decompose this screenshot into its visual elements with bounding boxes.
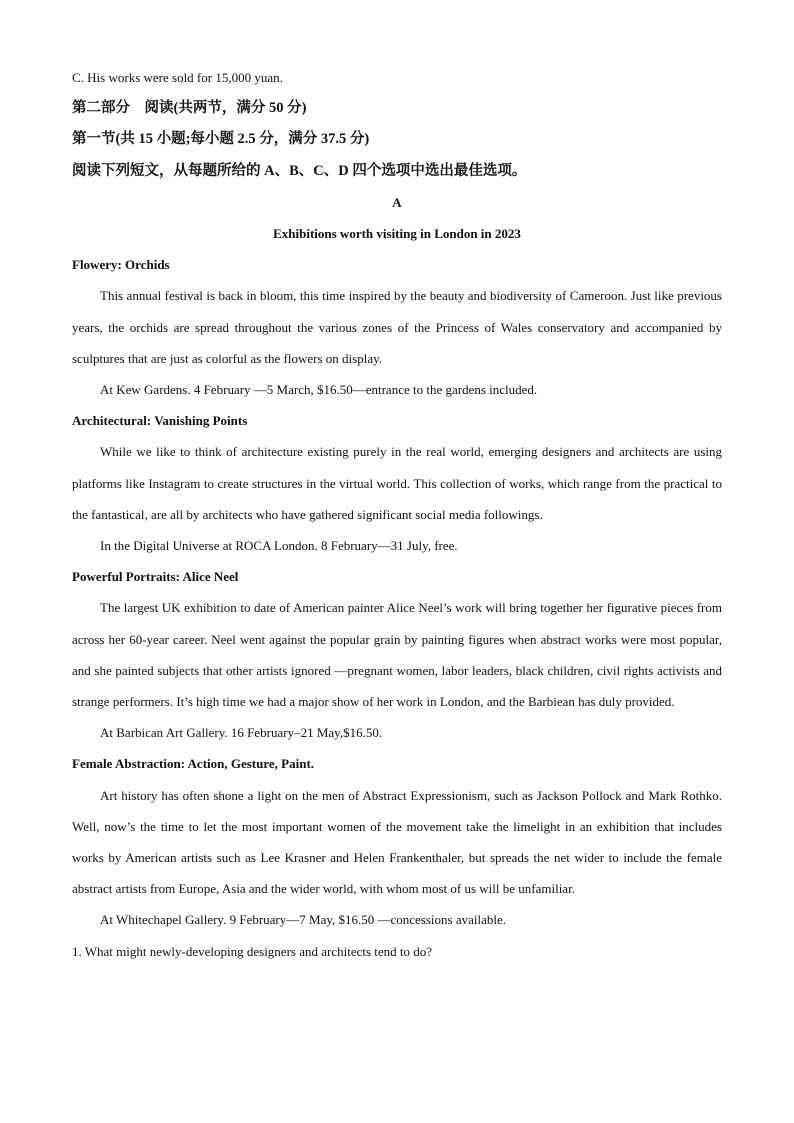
- section-details-female-abstraction: At Whitechapel Gallery. 9 February—7 May, $16.50 —concessions available.: [100, 912, 507, 928]
- section-paragraph-vanishing-points: While we like to think of architecture existing purely in the real world, emerging designers and architects are using platforms like Instagram to create structures in the virtual world. This collection of works, which range from the practical to the fantastical, are all by architects who have gathered significant social media followings.: [72, 444, 722, 522]
- section-details-orchids: At Kew Gardens. 4 February —5 March, $16.50—entrance to the gardens included.: [100, 382, 538, 398]
- section-paragraph-orchids: This annual festival is back in bloom, this time inspired by the beauty and biodiversity of Cameroon. Just like previous years, the orchids are spread throughout the various zones of the Princess of Wales conservatory and accompanied by sculptures that are just as colorful as the flowers on display.: [72, 288, 722, 366]
- document-page: [72, 62, 722, 967]
- passage-title: Exhibitions worth visiting in London in 2023: [273, 226, 521, 242]
- section-paragraph-alice-neel: The largest UK exhibition to date of American painter Alice Neel’s work will bring together her figurative pieces from across her 60-year career. Neel went against the popular grain by painting figures when abstract works were most popular, and she painted subjects that other artists ignored —pregnant women, labor leaders, black children, civil rights activists and strange performers. It’s high time we had a major show of her work in London, and the Barbiean has duly provided.: [72, 600, 722, 710]
- section-heading-vanishing-points: Architectural: Vanishing Points: [72, 413, 248, 429]
- section-heading-female-abstraction: Female Abstraction: Action, Gesture, Paint.: [72, 756, 315, 772]
- section-heading-alice-neel: Powerful Portraits: Alice Neel: [72, 569, 239, 585]
- section-details-vanishing-points: In the Digital Universe at ROCA London. 8 February—31 July, free.: [100, 538, 458, 554]
- part-heading: 第二部分 阅读(共两节，满分 50 分): [72, 100, 307, 117]
- passage-letter: A: [392, 194, 402, 210]
- section-paragraph-female-abstraction: Art history has often shone a light on the men of Abstract Expressionism, such as Jackson Pollock and Mark Rothko. Well, now’s the time to let the most important women of the movement take the limelight in an exhibition that includes works by American artists such as Lee Krasner and Helen Frankenthaler, but spreads the net wider to include the female abstract artists from Europe, Asia and the wider world, with whom most of us will be unfamiliar.: [72, 787, 722, 897]
- option-c: C. His works were sold for 15,000 yuan.: [72, 70, 283, 85]
- question-1: 1. What might newly-developing designers and architects tend to do?: [72, 943, 433, 959]
- section-details-alice-neel: At Barbican Art Gallery. 16 February–21 May,$16.50.: [100, 725, 383, 741]
- section-heading: 第一节(共 15 小题;每小题 2.5 分，满分 37.5 分): [72, 131, 370, 148]
- instructions: 阅读下列短文，从每题所给的 A、B、C、D 四个选项中选出最佳选项。: [72, 162, 527, 179]
- section-heading-orchids: Flowery: Orchids: [72, 257, 170, 273]
